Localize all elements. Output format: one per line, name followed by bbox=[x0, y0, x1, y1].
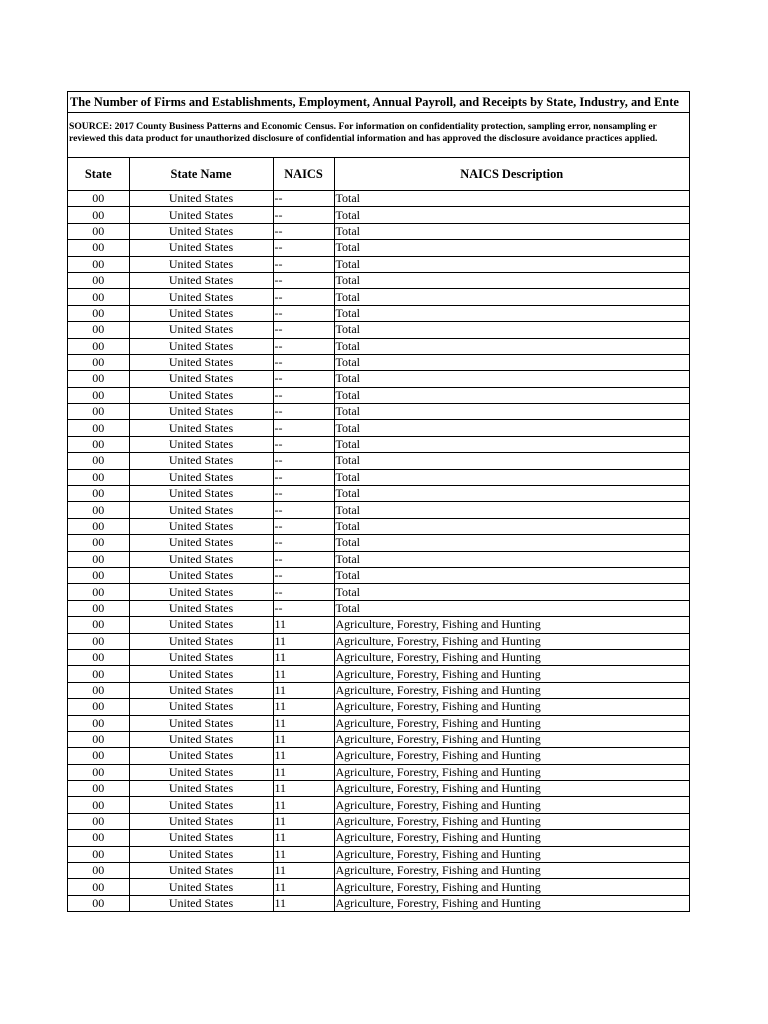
cell-state[interactable]: 00 bbox=[68, 420, 129, 436]
cell-state[interactable]: 00 bbox=[68, 813, 129, 829]
table-row bbox=[68, 600, 689, 616]
cell-naics[interactable]: -- bbox=[273, 600, 334, 616]
table-row bbox=[68, 731, 689, 747]
cell-naics[interactable]: 11 bbox=[273, 715, 334, 731]
table-row bbox=[68, 240, 689, 256]
cell-naics-description[interactable]: Total bbox=[334, 272, 689, 288]
cell-state[interactable]: 00 bbox=[68, 781, 129, 797]
col-header-naics-description[interactable]: NAICS Description bbox=[334, 158, 689, 191]
cell-state-name[interactable]: United States bbox=[129, 223, 273, 239]
cell-naics[interactable]: 11 bbox=[273, 895, 334, 911]
cell-state[interactable]: 00 bbox=[68, 371, 129, 387]
cell-state-name[interactable]: United States bbox=[129, 731, 273, 747]
cell-state-name[interactable]: United States bbox=[129, 584, 273, 600]
col-header-state-name[interactable]: State Name bbox=[129, 158, 273, 191]
cell-naics-description[interactable]: Agriculture, Forestry, Fishing and Hunting bbox=[334, 813, 689, 829]
cell-state[interactable]: 00 bbox=[68, 322, 129, 338]
cell-state[interactable]: 00 bbox=[68, 535, 129, 551]
cell-state-name[interactable]: United States bbox=[129, 486, 273, 502]
cell-naics-description[interactable]: Total bbox=[334, 305, 689, 321]
table-row bbox=[68, 748, 689, 764]
table-row bbox=[68, 551, 689, 567]
cell-naics[interactable]: -- bbox=[273, 289, 334, 305]
cell-naics[interactable]: -- bbox=[273, 436, 334, 452]
cell-naics-description[interactable]: Total bbox=[334, 387, 689, 403]
data-table bbox=[68, 157, 689, 912]
cell-naics[interactable]: -- bbox=[273, 387, 334, 403]
cell-state[interactable]: 00 bbox=[68, 338, 129, 354]
source-note bbox=[68, 121, 689, 157]
table-row bbox=[68, 813, 689, 829]
cell-naics-description[interactable]: Total bbox=[334, 436, 689, 452]
cell-state[interactable]: 00 bbox=[68, 649, 129, 665]
cell-state[interactable]: 00 bbox=[68, 469, 129, 485]
table-row bbox=[68, 371, 689, 387]
cell-state-name[interactable]: United States bbox=[129, 518, 273, 534]
table-row bbox=[68, 715, 689, 731]
cell-state[interactable]: 00 bbox=[68, 666, 129, 682]
cell-naics[interactable]: -- bbox=[273, 191, 334, 207]
col-header-state[interactable]: State bbox=[68, 158, 129, 191]
table-row bbox=[68, 387, 689, 403]
cell-state[interactable]: 00 bbox=[68, 748, 129, 764]
cell-naics[interactable]: 11 bbox=[273, 633, 334, 649]
table-row bbox=[68, 256, 689, 272]
cell-state[interactable]: 00 bbox=[68, 797, 129, 813]
cell-state[interactable]: 00 bbox=[68, 633, 129, 649]
cell-state[interactable]: 00 bbox=[68, 617, 129, 633]
cell-naics[interactable]: 11 bbox=[273, 813, 334, 829]
cell-state[interactable]: 00 bbox=[68, 436, 129, 452]
table-row bbox=[68, 633, 689, 649]
cell-naics-description[interactable]: Agriculture, Forestry, Fishing and Hunting bbox=[334, 781, 689, 797]
table-row bbox=[68, 863, 689, 879]
cell-state[interactable]: 00 bbox=[68, 830, 129, 846]
cell-naics-description[interactable]: Total bbox=[334, 453, 689, 469]
cell-naics[interactable]: 11 bbox=[273, 699, 334, 715]
cell-state-name[interactable]: United States bbox=[129, 846, 273, 862]
cell-state-name[interactable]: United States bbox=[129, 551, 273, 567]
cell-naics[interactable]: 11 bbox=[273, 764, 334, 780]
table-row bbox=[68, 207, 689, 223]
cell-state[interactable]: 00 bbox=[68, 863, 129, 879]
cell-state-name[interactable]: United States bbox=[129, 404, 273, 420]
cell-naics[interactable]: 11 bbox=[273, 863, 334, 879]
cell-naics[interactable]: 11 bbox=[273, 879, 334, 895]
cell-state-name[interactable]: United States bbox=[129, 338, 273, 354]
cell-naics-description[interactable]: Total bbox=[334, 289, 689, 305]
table-row bbox=[68, 289, 689, 305]
cell-state[interactable]: 00 bbox=[68, 567, 129, 583]
cell-naics-description[interactable]: Total bbox=[334, 354, 689, 370]
cell-state-name[interactable]: United States bbox=[129, 682, 273, 698]
cell-naics[interactable]: -- bbox=[273, 420, 334, 436]
cell-naics-description[interactable]: Agriculture, Forestry, Fishing and Hunting bbox=[334, 731, 689, 747]
cell-naics-description[interactable]: Total bbox=[334, 322, 689, 338]
cell-naics-description[interactable]: Total bbox=[334, 567, 689, 583]
cell-naics[interactable]: -- bbox=[273, 256, 334, 272]
cell-state[interactable]: 00 bbox=[68, 682, 129, 698]
cell-state-name[interactable]: United States bbox=[129, 830, 273, 846]
table-row bbox=[68, 191, 689, 207]
cell-naics[interactable]: -- bbox=[273, 223, 334, 239]
cell-state-name[interactable]: United States bbox=[129, 617, 273, 633]
cell-state-name[interactable]: United States bbox=[129, 289, 273, 305]
cell-state[interactable]: 00 bbox=[68, 223, 129, 239]
cell-state[interactable]: 00 bbox=[68, 191, 129, 207]
cell-state-name[interactable]: United States bbox=[129, 305, 273, 321]
cell-naics[interactable]: -- bbox=[273, 567, 334, 583]
cell-state[interactable]: 00 bbox=[68, 207, 129, 223]
cell-naics[interactable]: -- bbox=[273, 371, 334, 387]
cell-naics[interactable]: -- bbox=[273, 453, 334, 469]
cell-naics-description[interactable]: Agriculture, Forestry, Fishing and Hunting bbox=[334, 649, 689, 665]
cell-naics[interactable]: -- bbox=[273, 272, 334, 288]
cell-naics[interactable]: 11 bbox=[273, 797, 334, 813]
cell-naics-description[interactable]: Agriculture, Forestry, Fishing and Hunting bbox=[334, 846, 689, 862]
cell-naics-description[interactable]: Total bbox=[334, 535, 689, 551]
cell-naics[interactable]: -- bbox=[273, 354, 334, 370]
table-row bbox=[68, 469, 689, 485]
cell-naics[interactable]: 11 bbox=[273, 649, 334, 665]
cell-naics-description[interactable]: Total bbox=[334, 207, 689, 223]
cell-state[interactable]: 00 bbox=[68, 502, 129, 518]
table-row bbox=[68, 436, 689, 452]
cell-state-name[interactable]: United States bbox=[129, 633, 273, 649]
table-row bbox=[68, 682, 689, 698]
cell-naics-description[interactable]: Total bbox=[334, 600, 689, 616]
table-row bbox=[68, 584, 689, 600]
cell-state[interactable]: 00 bbox=[68, 289, 129, 305]
cell-naics[interactable]: 11 bbox=[273, 781, 334, 797]
cell-naics-description[interactable]: Total bbox=[334, 584, 689, 600]
source-line-1: SOURCE: 2017 County Business Patterns and Economic Census. For information on confidentiality protection, sampling error, nonsampling er bbox=[69, 121, 657, 132]
cell-naics[interactable]: -- bbox=[273, 518, 334, 534]
cell-state[interactable]: 00 bbox=[68, 272, 129, 288]
spacer bbox=[68, 113, 689, 121]
cell-naics[interactable]: 11 bbox=[273, 830, 334, 846]
cell-state-name[interactable]: United States bbox=[129, 863, 273, 879]
cell-naics-description[interactable]: Total bbox=[334, 404, 689, 420]
table-row bbox=[68, 404, 689, 420]
cell-state[interactable]: 00 bbox=[68, 895, 129, 911]
cell-state-name[interactable]: United States bbox=[129, 322, 273, 338]
cell-naics-description[interactable]: Agriculture, Forestry, Fishing and Hunting bbox=[334, 797, 689, 813]
cell-naics-description[interactable]: Total bbox=[334, 486, 689, 502]
table-row bbox=[68, 666, 689, 682]
cell-naics[interactable]: -- bbox=[273, 584, 334, 600]
cell-naics[interactable]: -- bbox=[273, 404, 334, 420]
cell-naics-description[interactable]: Total bbox=[334, 256, 689, 272]
cell-state[interactable]: 00 bbox=[68, 404, 129, 420]
header-row bbox=[68, 158, 689, 191]
cell-naics[interactable]: 11 bbox=[273, 748, 334, 764]
table-body bbox=[68, 191, 689, 912]
cell-naics[interactable]: -- bbox=[273, 502, 334, 518]
cell-state[interactable]: 00 bbox=[68, 584, 129, 600]
cell-state[interactable]: 00 bbox=[68, 699, 129, 715]
cell-naics[interactable]: -- bbox=[273, 469, 334, 485]
col-header-naics[interactable]: NAICS bbox=[273, 158, 334, 191]
cell-naics[interactable]: -- bbox=[273, 551, 334, 567]
cell-state[interactable]: 00 bbox=[68, 518, 129, 534]
cell-naics-description[interactable]: Total bbox=[334, 191, 689, 207]
cell-naics-description[interactable]: Agriculture, Forestry, Fishing and Hunting bbox=[334, 895, 689, 911]
cell-state[interactable]: 00 bbox=[68, 715, 129, 731]
cell-naics[interactable]: 11 bbox=[273, 666, 334, 682]
table-row bbox=[68, 781, 689, 797]
cell-naics-description[interactable]: Total bbox=[334, 518, 689, 534]
cell-naics-description[interactable]: Total bbox=[334, 240, 689, 256]
cell-state-name[interactable]: United States bbox=[129, 453, 273, 469]
sheet-title: The Number of Firms and Establishments, Employment, Annual Payroll, and Receipts by State, Industry, and Ente bbox=[68, 91, 689, 113]
table-row bbox=[68, 305, 689, 321]
cell-state[interactable]: 00 bbox=[68, 600, 129, 616]
table-row bbox=[68, 518, 689, 534]
table-row bbox=[68, 223, 689, 239]
cell-state-name[interactable]: United States bbox=[129, 649, 273, 665]
cell-naics-description[interactable]: Total bbox=[334, 551, 689, 567]
table-row bbox=[68, 354, 689, 370]
cell-state-name[interactable]: United States bbox=[129, 600, 273, 616]
cell-state[interactable]: 00 bbox=[68, 551, 129, 567]
cell-state-name[interactable]: United States bbox=[129, 797, 273, 813]
cell-state-name[interactable]: United States bbox=[129, 879, 273, 895]
cell-naics[interactable]: -- bbox=[273, 338, 334, 354]
cell-state[interactable]: 00 bbox=[68, 354, 129, 370]
cell-naics-description[interactable]: Agriculture, Forestry, Fishing and Hunting bbox=[334, 748, 689, 764]
cell-state-name[interactable]: United States bbox=[129, 191, 273, 207]
cell-state-name[interactable]: United States bbox=[129, 354, 273, 370]
cell-state-name[interactable]: United States bbox=[129, 436, 273, 452]
cell-naics-description[interactable]: Agriculture, Forestry, Fishing and Hunting bbox=[334, 617, 689, 633]
cell-state-name[interactable]: United States bbox=[129, 715, 273, 731]
table-row bbox=[68, 420, 689, 436]
table-row bbox=[68, 453, 689, 469]
cell-naics-description[interactable]: Agriculture, Forestry, Fishing and Hunting bbox=[334, 633, 689, 649]
cell-naics[interactable]: 11 bbox=[273, 731, 334, 747]
cell-state-name[interactable]: United States bbox=[129, 813, 273, 829]
cell-state-name[interactable]: United States bbox=[129, 895, 273, 911]
cell-naics-description[interactable]: Agriculture, Forestry, Fishing and Hunting bbox=[334, 699, 689, 715]
cell-state-name[interactable]: United States bbox=[129, 240, 273, 256]
cell-naics-description[interactable]: Agriculture, Forestry, Fishing and Hunting bbox=[334, 715, 689, 731]
cell-state[interactable]: 00 bbox=[68, 387, 129, 403]
cell-naics-description[interactable]: Total bbox=[334, 469, 689, 485]
table-row bbox=[68, 535, 689, 551]
cell-state[interactable]: 00 bbox=[68, 256, 129, 272]
cell-state[interactable]: 00 bbox=[68, 846, 129, 862]
cell-naics[interactable]: -- bbox=[273, 486, 334, 502]
table-row bbox=[68, 879, 689, 895]
cell-state-name[interactable]: United States bbox=[129, 256, 273, 272]
cell-state[interactable]: 00 bbox=[68, 240, 129, 256]
cell-state[interactable]: 00 bbox=[68, 731, 129, 747]
cell-state-name[interactable]: United States bbox=[129, 469, 273, 485]
cell-naics-description[interactable]: Agriculture, Forestry, Fishing and Hunting bbox=[334, 879, 689, 895]
table-row bbox=[68, 649, 689, 665]
cell-naics-description[interactable]: Total bbox=[334, 371, 689, 387]
table-row bbox=[68, 617, 689, 633]
table-row bbox=[68, 272, 689, 288]
cell-naics[interactable]: 11 bbox=[273, 617, 334, 633]
cell-naics-description[interactable]: Agriculture, Forestry, Fishing and Hunting bbox=[334, 863, 689, 879]
source-line-2: reviewed this data product for unauthorized disclosure of confidential information and has approved the disclosure avoidance practices applied. bbox=[69, 133, 658, 144]
cell-state[interactable]: 00 bbox=[68, 879, 129, 895]
cell-naics[interactable]: -- bbox=[273, 535, 334, 551]
spreadsheet bbox=[67, 91, 690, 912]
cell-naics[interactable]: -- bbox=[273, 322, 334, 338]
cell-naics-description[interactable]: Agriculture, Forestry, Fishing and Hunting bbox=[334, 666, 689, 682]
table-row bbox=[68, 699, 689, 715]
cell-state-name[interactable]: United States bbox=[129, 699, 273, 715]
cell-naics-description[interactable]: Total bbox=[334, 502, 689, 518]
table-row bbox=[68, 830, 689, 846]
table-row bbox=[68, 486, 689, 502]
cell-naics-description[interactable]: Total bbox=[334, 338, 689, 354]
cell-naics-description[interactable]: Total bbox=[334, 420, 689, 436]
table-row bbox=[68, 846, 689, 862]
cell-state-name[interactable]: United States bbox=[129, 535, 273, 551]
table-row bbox=[68, 502, 689, 518]
cell-naics[interactable]: -- bbox=[273, 240, 334, 256]
cell-naics[interactable]: 11 bbox=[273, 846, 334, 862]
cell-naics[interactable]: -- bbox=[273, 305, 334, 321]
cell-state-name[interactable]: United States bbox=[129, 272, 273, 288]
table-row bbox=[68, 895, 689, 911]
cell-state-name[interactable]: United States bbox=[129, 502, 273, 518]
cell-state-name[interactable]: United States bbox=[129, 748, 273, 764]
cell-naics-description[interactable]: Agriculture, Forestry, Fishing and Hunting bbox=[334, 682, 689, 698]
table-row bbox=[68, 797, 689, 813]
cell-state-name[interactable]: United States bbox=[129, 371, 273, 387]
cell-state[interactable]: 00 bbox=[68, 764, 129, 780]
cell-state-name[interactable]: United States bbox=[129, 420, 273, 436]
cell-state-name[interactable]: United States bbox=[129, 567, 273, 583]
table-row bbox=[68, 338, 689, 354]
cell-state-name[interactable]: United States bbox=[129, 764, 273, 780]
cell-state-name[interactable]: United States bbox=[129, 207, 273, 223]
table-row bbox=[68, 764, 689, 780]
cell-state-name[interactable]: United States bbox=[129, 666, 273, 682]
cell-state[interactable]: 00 bbox=[68, 453, 129, 469]
table-row bbox=[68, 567, 689, 583]
cell-state[interactable]: 00 bbox=[68, 305, 129, 321]
cell-naics-description[interactable]: Total bbox=[334, 223, 689, 239]
cell-state[interactable]: 00 bbox=[68, 486, 129, 502]
cell-naics[interactable]: -- bbox=[273, 207, 334, 223]
cell-naics-description[interactable]: Agriculture, Forestry, Fishing and Hunting bbox=[334, 830, 689, 846]
table-row bbox=[68, 322, 689, 338]
cell-naics[interactable]: 11 bbox=[273, 682, 334, 698]
cell-naics-description[interactable]: Agriculture, Forestry, Fishing and Hunting bbox=[334, 764, 689, 780]
cell-state-name[interactable]: United States bbox=[129, 387, 273, 403]
cell-state-name[interactable]: United States bbox=[129, 781, 273, 797]
